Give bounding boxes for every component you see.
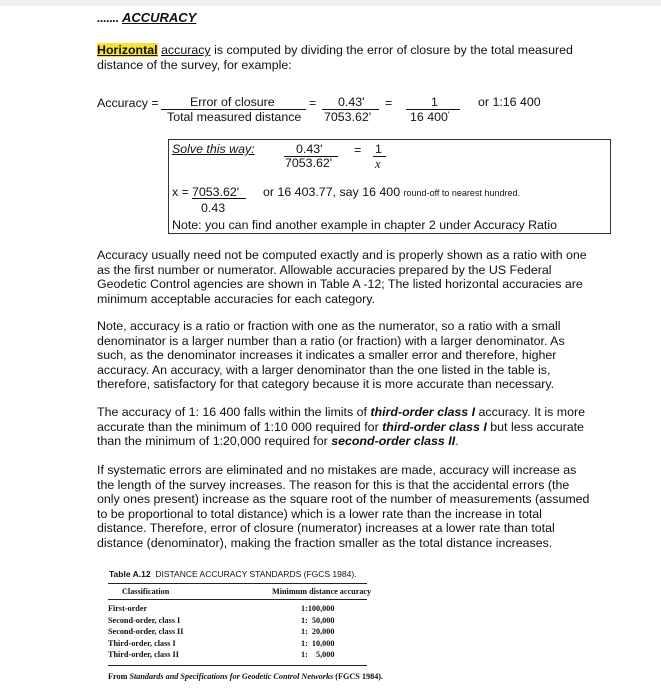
solve-note: Note: you can find another example in chapter 2 under Accuracy Ratio	[172, 218, 558, 232]
solve-one: 1	[375, 142, 382, 156]
paragraph-2	[97, 319, 565, 392]
p2-line: accuracy. An accuracy, with a larger denominator than the one listed in the table is,	[97, 362, 551, 377]
solve-label: Solve this way:	[172, 142, 255, 156]
table-row	[108, 627, 367, 639]
p4-line: If systematic errors are eliminated and no mistakes are made, accuracy will increase as	[97, 463, 577, 477]
formula-label: Accuracy =	[97, 96, 159, 110]
ratio-numerator: 1	[431, 95, 438, 109]
table-header-classification: Classification	[122, 587, 170, 596]
paragraph-1	[97, 248, 587, 306]
formula-denominator: Total measured distance	[167, 110, 302, 124]
table-body	[108, 604, 367, 662]
p2-line: such, as the denominator increases it indicates a smaller error and therefore, higher	[97, 348, 557, 363]
solve-denominator: 7053.62'	[285, 156, 333, 170]
ratio-denominator-mark: '	[447, 110, 450, 120]
p1-line: Accuracy usually need not be computed exactly and is properly shown as a ratio with one	[97, 248, 587, 262]
formula-numerator: Error of closure	[190, 95, 275, 109]
top-band	[0, 0, 661, 6]
table-cell-class: Second-order, class I	[108, 615, 181, 625]
p1-line: minimum acceptable accuracies for each category.	[97, 291, 375, 306]
table-cell-class: Second-order, class II	[108, 627, 184, 636]
p1-line: as the first number or numerator. Allowable accuracies prepared by the US Federal	[97, 262, 552, 277]
highlighted-word: Horizontal	[97, 43, 158, 57]
formula-equals-1: =	[309, 96, 317, 110]
solve-x: x	[375, 157, 381, 171]
p3-text: accuracy. It is more	[475, 405, 586, 419]
table-cell-class: Third-order, class I	[108, 638, 176, 648]
solve-equals: =	[354, 143, 362, 157]
p4-line: distance (denominator), making the fraction smaller as the total distance increases.	[97, 535, 553, 550]
p3-emphasis: second-order class II	[331, 434, 456, 449]
underlined-word: accuracy	[161, 43, 211, 57]
formula-value-numerator: 0.43'	[338, 95, 365, 109]
table-header-rule	[108, 599, 367, 600]
table-cell-class: First-order	[108, 604, 148, 613]
x-roundoff-note: round-off to nearest hundred.	[403, 188, 520, 198]
table-cell-accuracy: 1: 10,000	[301, 638, 335, 648]
p3-text: The accuracy of 1: 16 400 falls within the limits of	[97, 405, 371, 419]
paragraph-3	[97, 405, 585, 449]
table-label: Table A.12	[109, 569, 151, 579]
formula-equals-2: =	[385, 96, 393, 110]
table-title: DISTANCE ACCURACY STANDARDS (FGCS 1984).	[155, 569, 357, 579]
p3-text: than the minimum of 1:20,000 required for	[97, 434, 332, 449]
table-row	[108, 639, 367, 651]
p3-text: but less accurate	[486, 419, 584, 434]
table-header-accuracy: Minimum distance accuracy	[272, 587, 372, 596]
table-cell-accuracy: 1: 50,000	[301, 615, 335, 625]
p3-text: .	[455, 434, 459, 449]
p1-line: Geodetic Control agencies are shown in Table A -12; The listed horizontal accuracies are	[97, 277, 583, 292]
table-row	[108, 616, 367, 628]
p4-line: to be proportional to total distance) which is a lower rate than the increase in total	[97, 506, 542, 521]
p2-line: denominator is a larger number than a ratio (or fraction) with a larger denominator. As	[97, 333, 565, 348]
formula-value-denominator: 7053.62'	[324, 110, 372, 124]
table-row	[108, 604, 367, 616]
x-equals-label: x =	[172, 185, 189, 199]
p4-line: distance. Therefore, error of closure (numerator) increases at a lower rate than total	[97, 521, 555, 536]
footnote-source: Standards and Specifications for Geodetic Control Networks	[129, 672, 334, 681]
x-numerator: 7053.62'	[192, 185, 240, 199]
p4-line: only ones present) increase as the square root of the number of measurements (assumed	[97, 492, 590, 507]
ratio-or-text: or 1:16 400	[478, 95, 541, 109]
table-cell-class: Third-order, class II	[108, 650, 179, 659]
table-cell-accuracy: 1: 20,000	[301, 627, 335, 636]
paragraph-4	[97, 463, 589, 551]
table-row	[108, 650, 367, 662]
section-heading	[97, 10, 196, 25]
intro-paragraph	[97, 43, 617, 72]
table-caption	[109, 569, 357, 579]
x-result: or 16 403.77, say 16 400	[263, 185, 401, 199]
table-cell-accuracy: 1: 5,000	[301, 650, 335, 659]
x-fraction-bar	[192, 198, 246, 199]
x-denominator: 0.43	[201, 201, 226, 215]
footnote-prefix: From	[108, 672, 130, 681]
solve-numerator: 0.43'	[296, 142, 323, 156]
p2-line: therefore, satisfactory for that category because it is more accurate than necessary.	[97, 377, 555, 392]
table-footnote	[108, 672, 383, 681]
p3-emphasis: third-order class I	[370, 405, 476, 419]
heading-title: ACCURACY	[121, 10, 197, 25]
p2-line: Note, accuracy is a ratio or fraction with one as the numerator, so a ratio with a small	[97, 319, 561, 333]
intro-line2: distance of the survey, for example:	[97, 57, 292, 72]
heading-cut-prefix: .......	[97, 10, 119, 25]
table-cell-accuracy: 1:100,000	[301, 604, 335, 613]
table-bottom-rule	[108, 665, 367, 666]
ratio-denominator: 16 400	[410, 110, 448, 124]
p4-line: the length of the survey increases. The reason for this is that the accidental errors (the	[97, 477, 570, 492]
footnote-suffix: (FGCS 1984).	[333, 672, 384, 681]
table-top-rule	[108, 583, 367, 584]
intro-line1-rest: is computed by dividing the error of closure by the total measured	[210, 43, 573, 57]
p3-emphasis: third-order class I	[382, 419, 487, 434]
p3-text: accurate than the minimum of 1:10 000 required for	[97, 419, 383, 434]
